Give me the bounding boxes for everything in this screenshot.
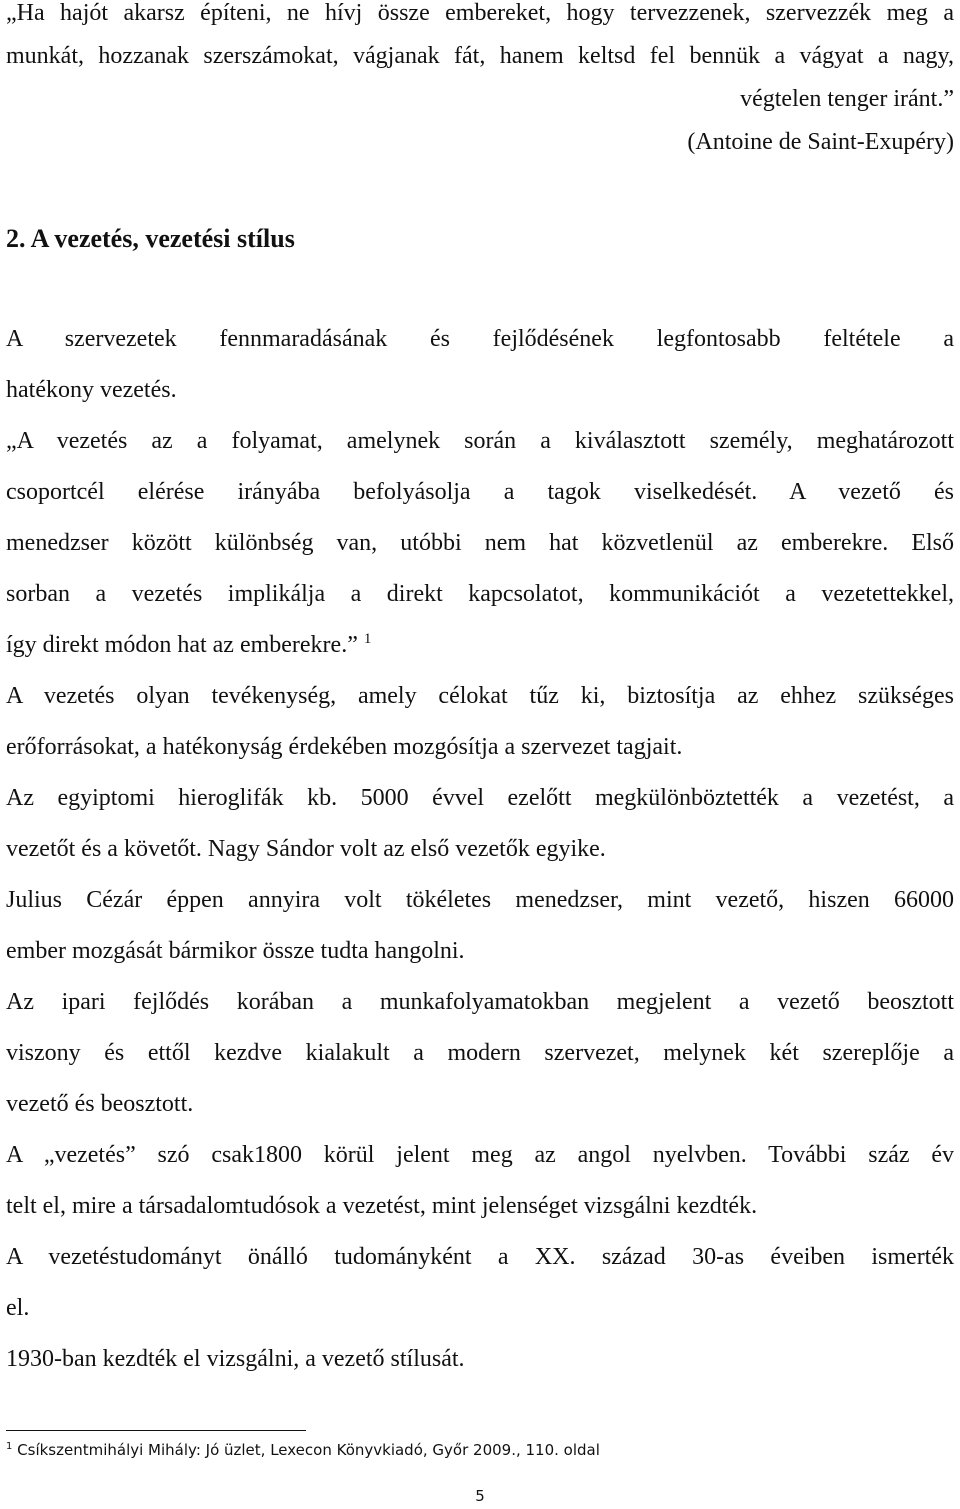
- page-number: 5: [475, 1487, 485, 1505]
- footnote-reference[interactable]: 1: [363, 631, 372, 647]
- text-line: [6, 620, 954, 671]
- text-line: Az ipari fejlődés korában a munkafolyamatokban megjelent a vezető beosztott: [6, 989, 954, 1015]
- text-line: A vezetéstudományt önálló tudományként a XX. század 30-as éveiben ismerték: [6, 1244, 954, 1270]
- text-line: Az egyiptomi hieroglifák kb. 5000 évvel ezelőtt megkülönböztették a vezetést, a: [6, 785, 954, 811]
- quote-line: végtelen tenger iránt.”: [740, 86, 954, 112]
- quote-author: (Antoine de Saint-Exupéry): [687, 129, 954, 155]
- text-line: A „vezetés” szó csak1800 körül jelent meg az angol nyelvben. További száz év: [6, 1142, 954, 1168]
- body-text: [6, 314, 954, 1385]
- text-line: csoportcél elérése irányába befolyásolja a tagok viselkedését. A vezető és: [6, 479, 954, 505]
- text-line: hatékony vezetés.: [6, 377, 177, 403]
- quote-line: „Ha hajót akarsz építeni, ne hívj össze embereket, hogy tervezzenek, szervezzék meg a: [6, 0, 954, 26]
- quote-line: munkát, hozzanak szerszámokat, vágjanak fát, hanem keltsd fel bennük a vágyat a nagy,: [6, 43, 954, 69]
- text-line: el.: [6, 1295, 30, 1321]
- text-line: A szervezetek fennmaradásának és fejlődésének legfontosabb feltétele a: [6, 326, 954, 352]
- text-line: sorban a vezetés implikálja a direkt kapcsolatot, kommunikációt a vezetettekkel,: [6, 581, 954, 607]
- text-line: 1930-ban kezdték el vizsgálni, a vezető stílusát.: [6, 1346, 465, 1372]
- quote-end-text: így direkt módon hat az emberekre.”: [6, 632, 358, 658]
- text-line: Julius Cézár éppen annyira volt tökéletes menedzser, mint vezető, hiszen 66000: [6, 887, 954, 913]
- text-line: vezetőt és a követőt. Nagy Sándor volt az első vezetők egyike.: [6, 836, 606, 862]
- text-line: viszony és ettől kezdve kialakult a modern szervezet, melynek két szereplője a: [6, 1040, 954, 1066]
- section-heading: 2. A vezetés, vezetési stílus: [6, 224, 295, 253]
- text-line: vezető és beosztott.: [6, 1091, 194, 1117]
- text-line: erőforrásokat, a hatékonyság érdekében mozgósítja a szervezet tagjait.: [6, 734, 683, 760]
- epigraph-quote: [6, 0, 954, 164]
- text-line: „A vezetés az a folyamat, amelynek során a kiválasztott személy, meghatározott: [6, 428, 954, 454]
- footnote: [6, 1438, 600, 1462]
- text-line: telt el, mire a társadalomtudósok a vezetést, mint jelenséget vizsgálni kezdték.: [6, 1193, 758, 1219]
- footnote-text: Csíkszentmihályi Mihály: Jó üzlet, Lexecon Könyvkiadó, Győr 2009., 110. oldal: [17, 1441, 600, 1459]
- text-line: ember mozgását bármikor össze tudta hangolni.: [6, 938, 465, 964]
- text-line: A vezetés olyan tevékenység, amely célokat tűz ki, biztosítja az ehhez szükséges: [6, 683, 954, 709]
- footnote-marker: 1: [6, 1441, 13, 1452]
- footnote-divider: [6, 1430, 306, 1431]
- text-line: menedzser között különbség van, utóbbi nem hat közvetlenül az emberekre. Első: [6, 530, 954, 556]
